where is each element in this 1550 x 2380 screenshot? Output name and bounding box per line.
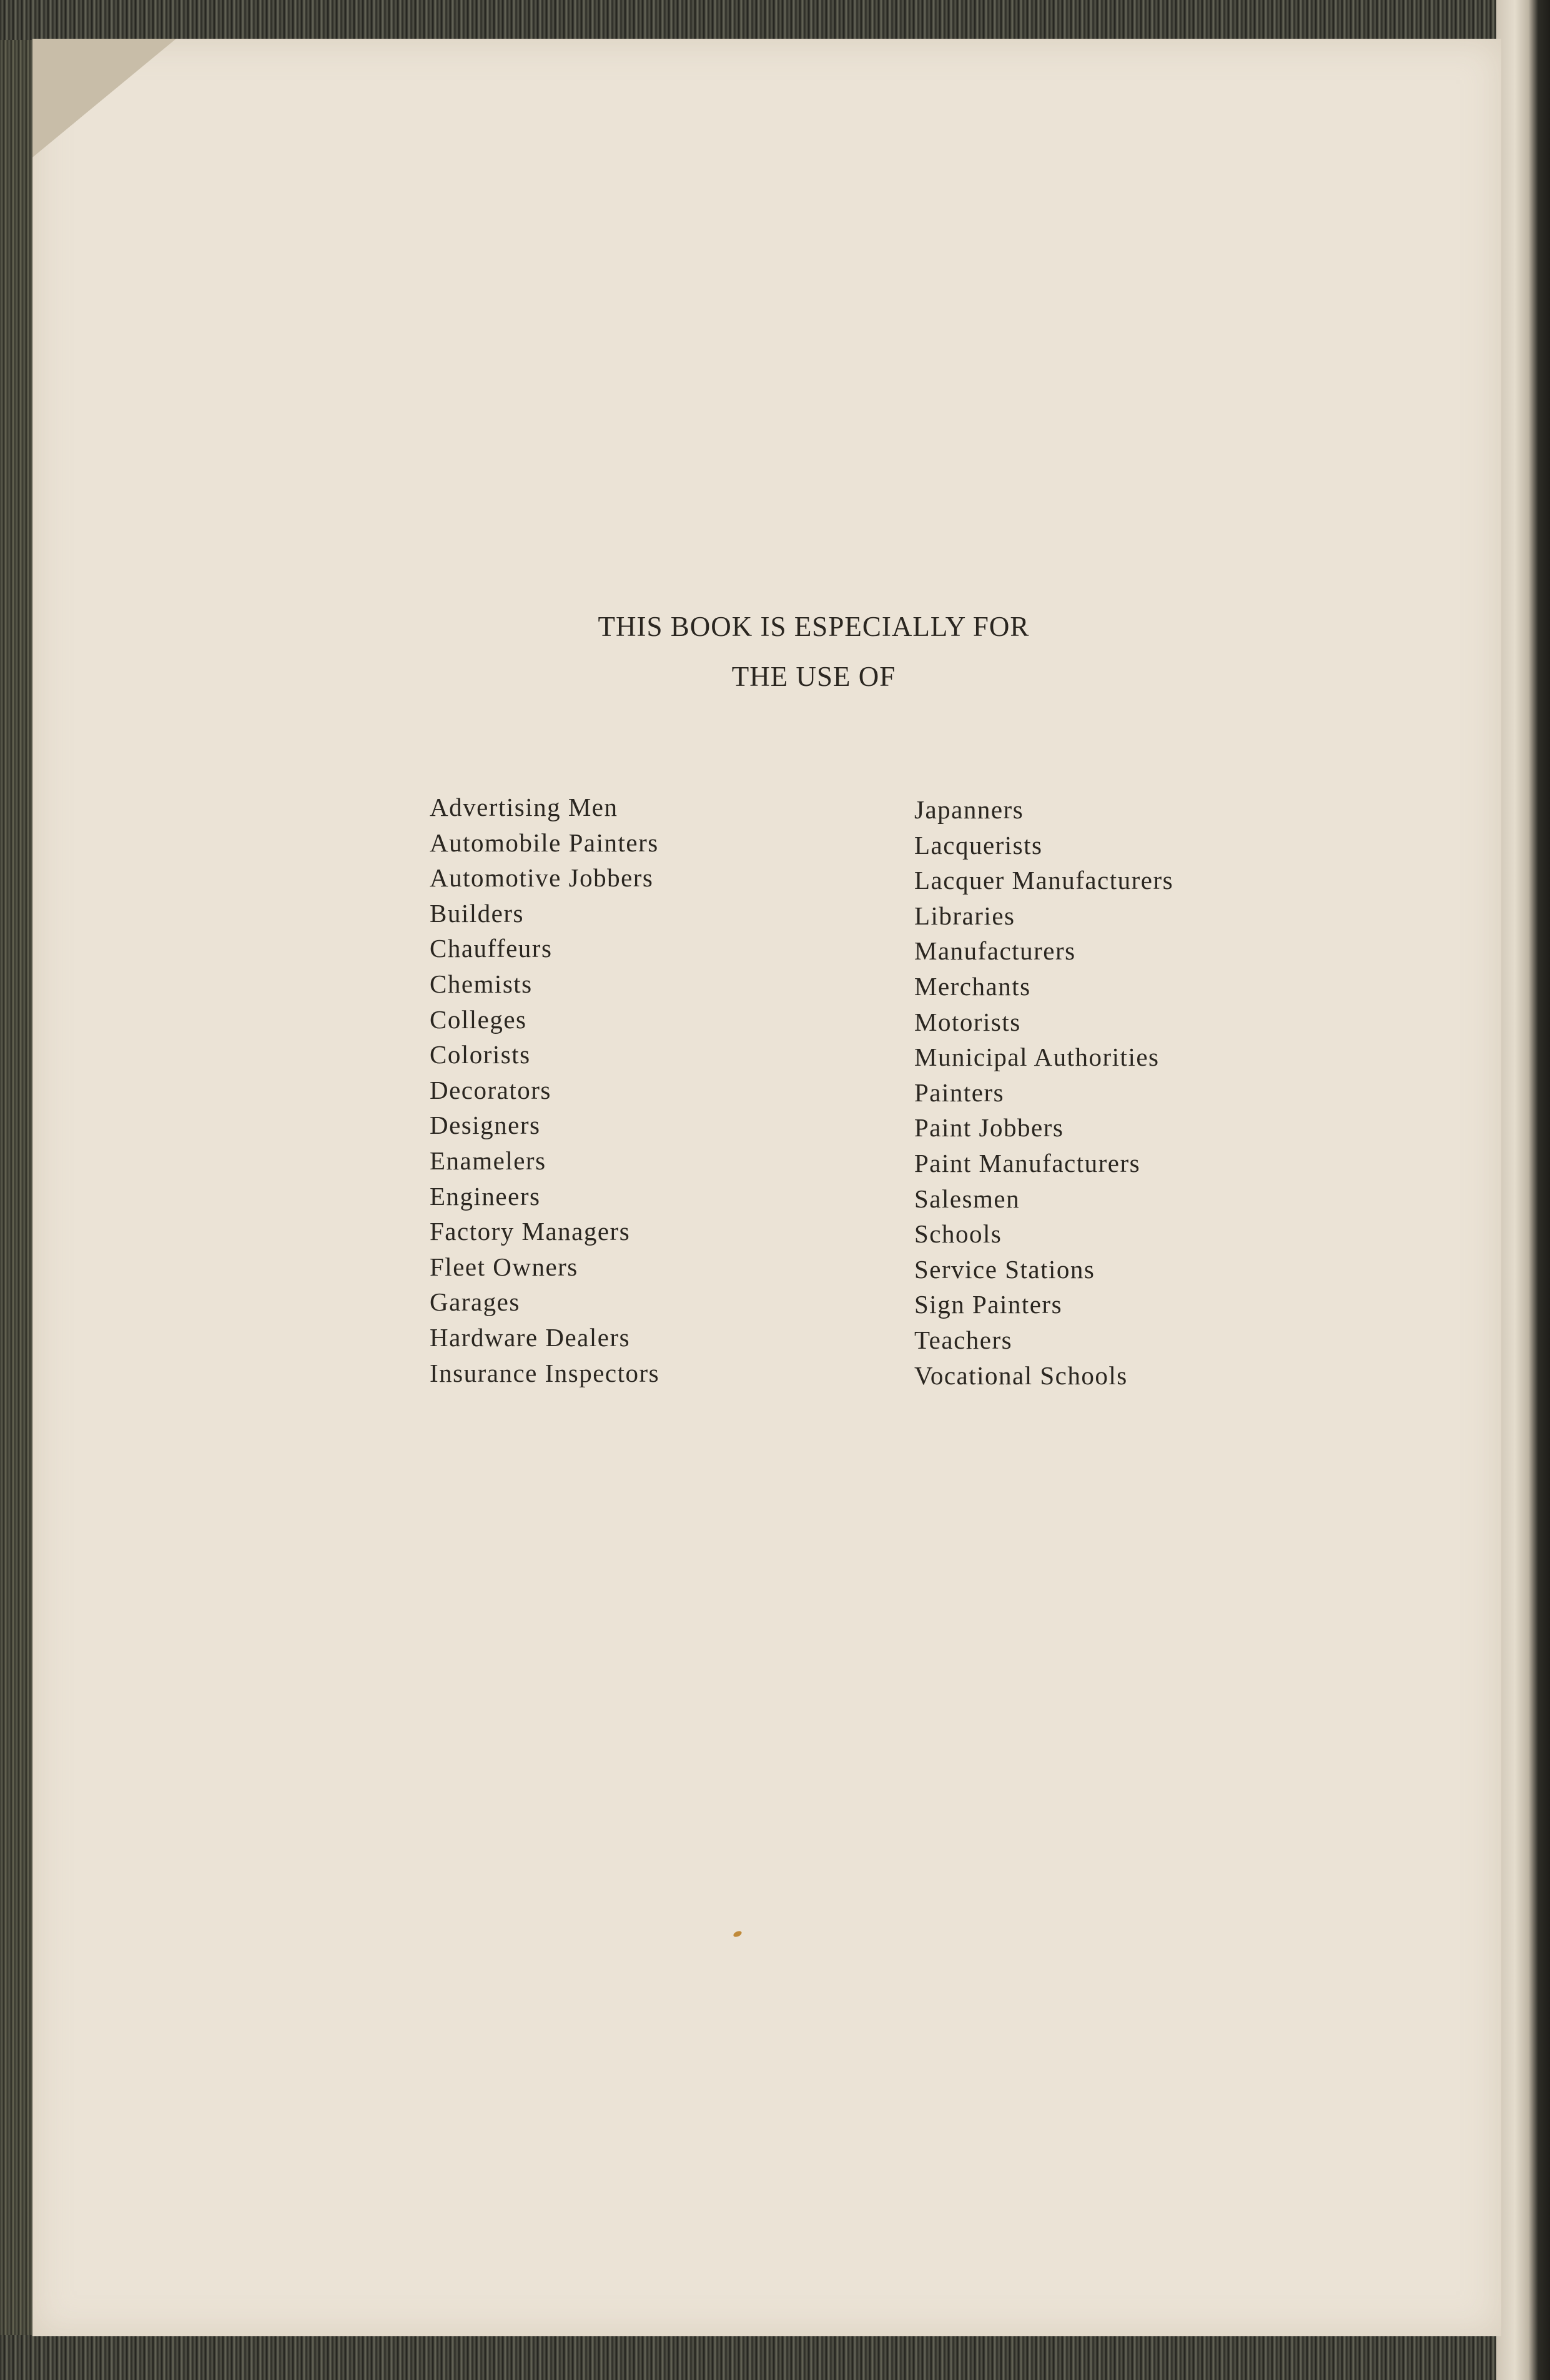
list-item: Municipal Authorities xyxy=(914,1043,1160,1072)
list-item: Designers xyxy=(430,1111,541,1140)
list-item: Builders xyxy=(430,898,524,928)
list-item: Salesmen xyxy=(914,1184,1020,1213)
list-item: Sign Painters xyxy=(914,1290,1063,1319)
list-item: Teachers xyxy=(914,1325,1013,1354)
list-item: Fleet Owners xyxy=(430,1252,578,1281)
list-item: Libraries xyxy=(914,901,1015,930)
page-corner-fold xyxy=(32,39,176,157)
heading-line-1: THIS BOOK IS ESPECIALLY FOR xyxy=(598,611,1030,642)
list-item: Factory Managers xyxy=(430,1217,631,1246)
page xyxy=(32,39,1501,2336)
list-item: Vocational Schools xyxy=(914,1361,1128,1390)
list-item: Lacquerists xyxy=(914,830,1043,860)
list-item: Schools xyxy=(914,1219,1002,1249)
binding-bottom-edge xyxy=(0,2335,1550,2380)
list-item: Garages xyxy=(430,1287,520,1317)
list-item: Colleges xyxy=(430,1004,527,1034)
list-item: Lacquer Manufacturers xyxy=(914,866,1174,895)
list-item: Paint Jobbers xyxy=(914,1113,1064,1143)
list-item: Paint Manufacturers xyxy=(914,1148,1141,1178)
list-item: Automotive Jobbers xyxy=(430,863,654,893)
heading-line-2: THE USE OF xyxy=(731,661,896,692)
list-item: Merchants xyxy=(914,971,1031,1001)
list-item: Chauffeurs xyxy=(430,934,553,963)
list-item: Engineers xyxy=(430,1181,541,1211)
list-item: Enamelers xyxy=(430,1146,546,1175)
list-item: Decorators xyxy=(430,1075,551,1104)
list-item: Insurance Inspectors xyxy=(430,1358,660,1387)
paper-fleck xyxy=(733,1930,743,1938)
list-item: Automobile Painters xyxy=(430,828,659,857)
list-item: Manufacturers xyxy=(914,936,1076,966)
audience-list-right xyxy=(914,792,1173,1393)
list-item: Japanners xyxy=(914,795,1024,824)
page-stack-edge xyxy=(1496,0,1550,2380)
list-item: Motorists xyxy=(914,1007,1021,1036)
binding-top-edge xyxy=(0,0,1550,40)
audience-list-left xyxy=(430,790,659,1391)
list-item: Chemists xyxy=(430,969,533,998)
list-item: Painters xyxy=(914,1078,1005,1107)
list-item: Colorists xyxy=(430,1040,531,1069)
list-item: Service Stations xyxy=(914,1254,1095,1284)
list-item: Hardware Dealers xyxy=(430,1322,631,1352)
list-item: Advertising Men xyxy=(430,793,618,821)
